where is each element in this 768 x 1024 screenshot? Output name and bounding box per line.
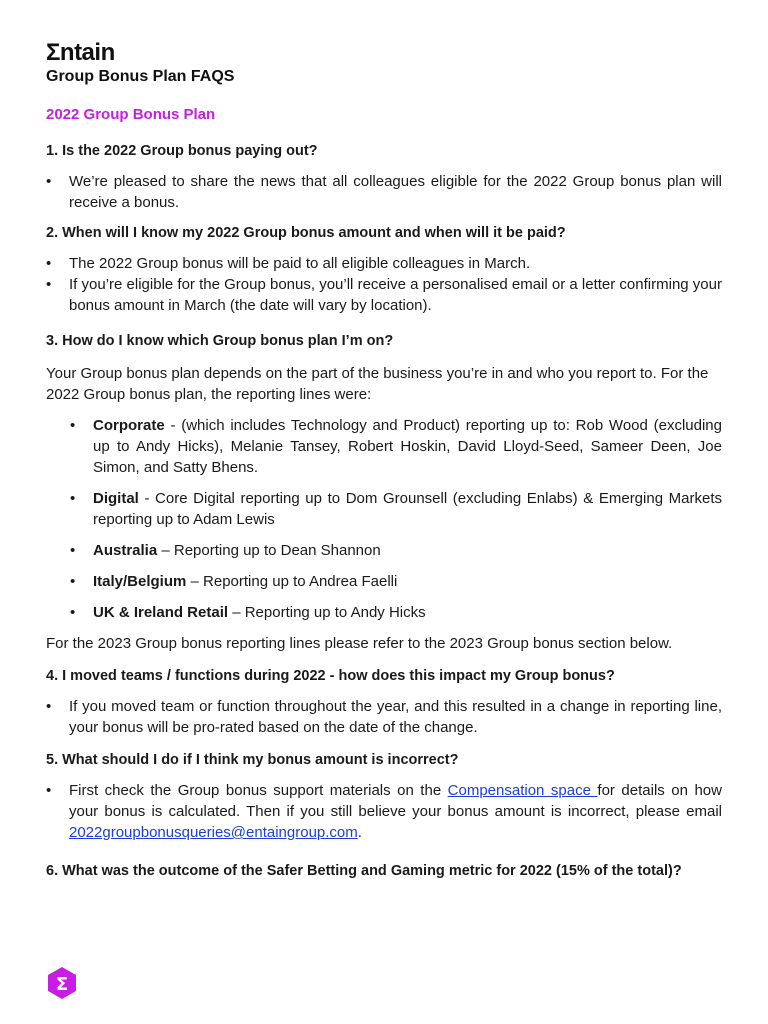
answer-text: for details on how your bonus is calculated. Then if you still believe your bonus amount is incorrect, please email (69, 782, 722, 820)
document-page (46, 40, 722, 891)
svg-text:Σ: Σ (55, 974, 69, 995)
document-title: Group Bonus Plan FAQS (46, 68, 235, 85)
list-item (46, 540, 722, 561)
list-item: • If you’re eligible for the Group bonus, you’ll receive a personalised email or a letter confirming your bonus amount in March (the date will vary by location). (46, 274, 722, 316)
question-1: 1. Is the 2022 Group bonus paying out? (46, 143, 318, 159)
list-item (46, 780, 722, 843)
list-item: • The 2022 Group bonus will be paid to all eligible colleagues in March. (46, 253, 722, 274)
list-item (46, 571, 722, 592)
business-unit-detail: - Core Digital reporting up to Dom Grounsell (excluding Enlabs) & Emerging Markets reporting up to Adam Lewis (93, 490, 722, 528)
question-2: 2. When will I know my 2022 Group bonus amount and when will it be paid? (46, 225, 566, 241)
answer-2-list (46, 253, 722, 316)
question-3: 3. How do I know which Group bonus plan I’m on? (46, 333, 394, 349)
business-unit-name: Australia (93, 542, 158, 559)
business-unit-name: Digital (93, 490, 139, 507)
business-unit-name: UK & Ireland Retail (93, 604, 229, 621)
question-3-intro: Your Group bonus plan depends on the part of the business you’re in and who you report to. For the 2022 Group bonus plan, the reporting lines were: (46, 365, 709, 403)
question-6: 6. What was the outcome of the Safer Betting and Gaming metric for 2022 (15% of the total)? (46, 863, 682, 879)
business-unit-detail: - (which includes Technology and Product) reporting up to: Rob Wood (excluding up to Andy Hicks), Melanie Tansey, Robert Hoskin, David Lloyd-Seed, Sameer Deen, Joe Simon, and Satty Bhens. (93, 417, 722, 476)
bonus-queries-email-link[interactable]: 2022groupbonusqueries@entaingroup.com (69, 824, 358, 841)
answer-5-list (46, 780, 722, 843)
business-unit-detail: – Reporting up to Andrea Faelli (186, 573, 398, 590)
section-title: 2022 Group Bonus Plan (46, 106, 216, 123)
list-item (46, 488, 722, 530)
entain-logo: Σntain (46, 39, 115, 66)
business-unit-detail: – Reporting up to Andy Hicks (228, 604, 426, 621)
question-3-outro: For the 2023 Group bonus reporting lines please refer to the 2023 Group bonus section below. (46, 635, 673, 652)
answer-text: . (357, 824, 362, 841)
compensation-space-link[interactable]: Compensation space (447, 782, 598, 799)
business-unit-detail: – Reporting up to Dean Shannon (157, 542, 381, 559)
question-4: 4. I moved teams / functions during 2022 - how does this impact my Group bonus? (46, 668, 615, 684)
business-unit-name: Corporate (93, 417, 165, 434)
business-unit-name: Italy/Belgium (93, 573, 187, 590)
answer-text: First check the Group bonus support materials on the (69, 782, 448, 799)
answer-1-list (46, 171, 722, 213)
answer-4-list (46, 696, 722, 738)
list-item (46, 415, 722, 478)
list-item (46, 602, 722, 623)
reporting-lines-list (46, 415, 722, 623)
list-item: • If you moved team or function throughout the year, and this resulted in a change in reporting line, your bonus will be pro-rated based on the date of the change. (46, 696, 722, 738)
question-5: 5. What should I do if I think my bonus amount is incorrect? (46, 752, 459, 768)
entain-sigma-hexagon-icon (46, 966, 78, 1000)
list-item: • We’re pleased to share the news that all colleagues eligible for the 2022 Group bonus plan will receive a bonus. (46, 171, 722, 213)
